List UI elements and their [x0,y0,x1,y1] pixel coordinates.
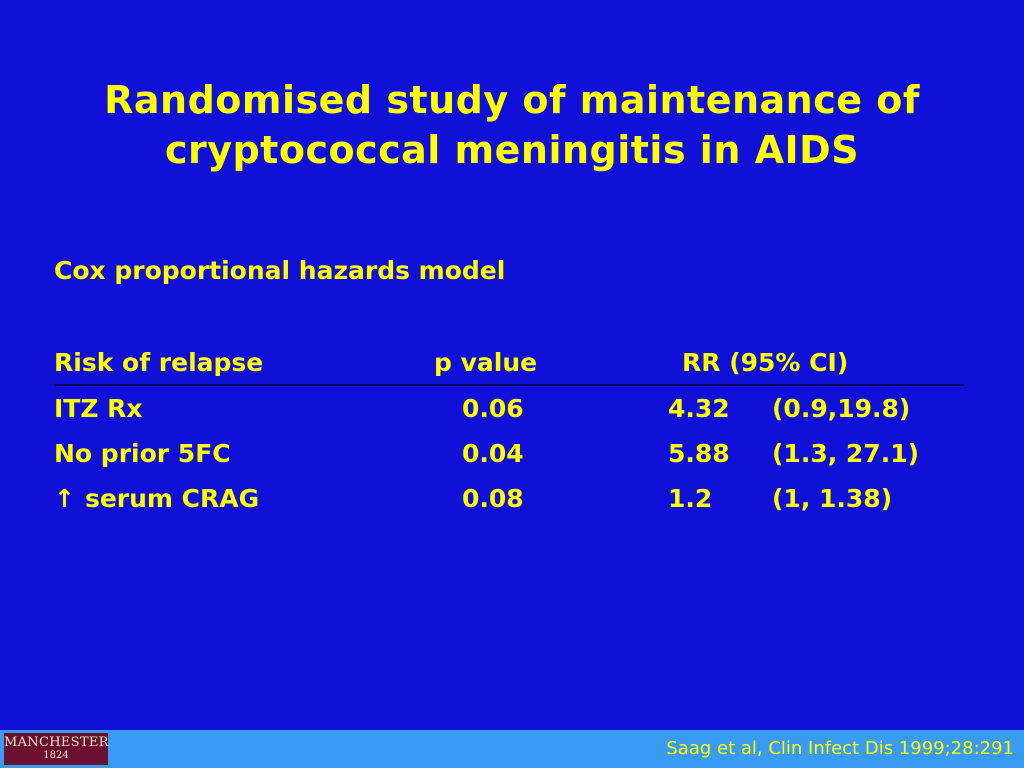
logo-year: 1824 [43,750,69,761]
header-rr: RR (95% CI) [682,348,849,377]
row-risk-cell [54,484,259,513]
row-risk-label: No prior 5FC [54,439,231,468]
row-p-value: 0.06 [462,394,524,423]
row-rr-value: 1.2 [668,484,713,513]
row-rr-value: 4.32 [668,394,730,423]
row-ci-value: (1, 1.38) [772,484,893,513]
results-table [54,348,964,529]
row-p-value: 0.04 [462,439,524,468]
up-arrow-icon: ↑ [54,484,75,513]
university-logo [4,733,108,765]
row-p-value: 0.08 [462,484,524,513]
slide-title [0,75,1024,175]
row-risk-label: serum CRAG [84,484,260,513]
table-row [54,394,964,439]
row-rr-value: 5.88 [668,439,730,468]
header-risk: Risk of relapse [54,348,264,377]
table-header-row [54,348,964,386]
row-ci-value: (1.3, 27.1) [772,439,920,468]
table-row [54,484,964,529]
header-p-value: p value [434,348,538,377]
slide-title-line-2: cryptococcal meningitis in AIDS [164,128,860,172]
citation: Saag et al, Clin Infect Dis 1999;28:291 [666,738,1014,759]
logo-name: MANCHESTER [4,735,109,750]
row-ci-value: (0.9,19.8) [772,394,911,423]
model-subtitle: Cox proportional hazards model [54,256,506,285]
table-row [54,439,964,484]
row-risk-label: ITZ Rx [54,394,143,423]
slide-title-line-1: Randomised study of maintenance of [104,78,920,122]
footer-bar [0,730,1024,768]
